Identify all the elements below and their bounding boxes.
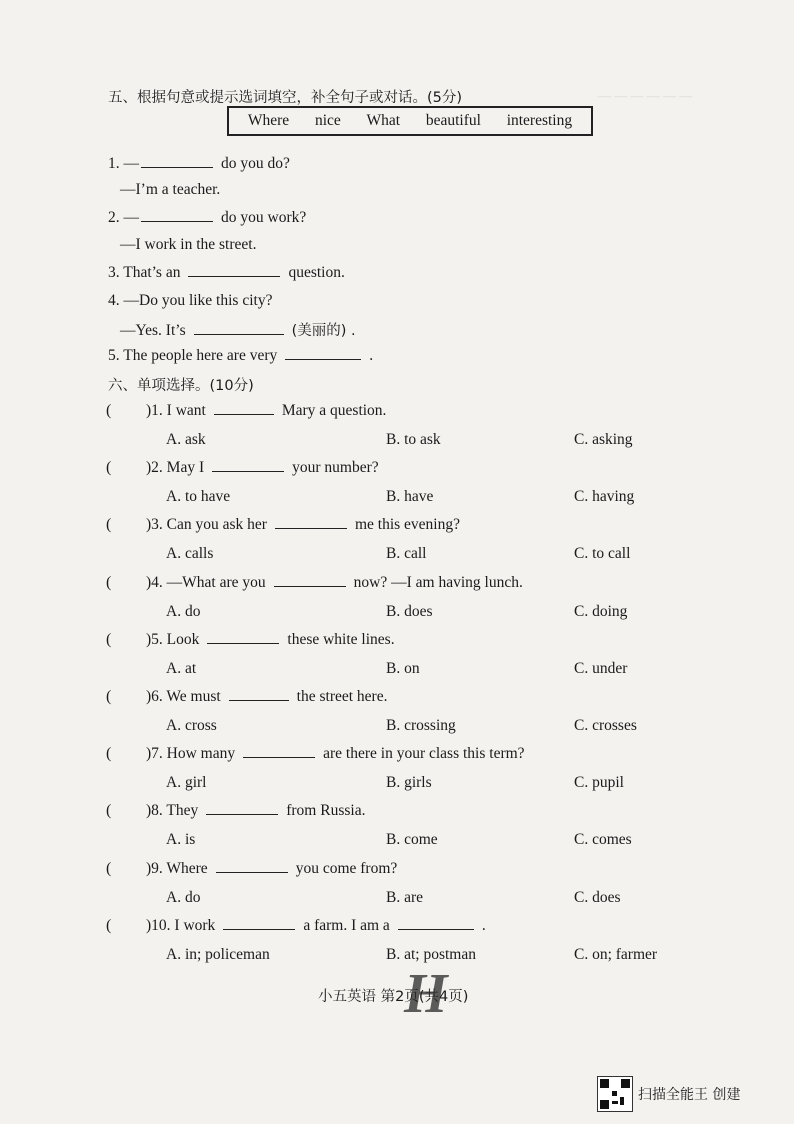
option-a[interactable]: A. is bbox=[166, 831, 196, 848]
answer-paren[interactable]: ( bbox=[106, 574, 112, 591]
s5-q1-prefix: 1. — bbox=[108, 155, 139, 172]
option-b[interactable]: B. are bbox=[386, 889, 424, 906]
answer-blank[interactable] bbox=[206, 813, 278, 815]
answer-blank[interactable] bbox=[212, 470, 284, 472]
option-a[interactable]: A. calls bbox=[166, 545, 214, 562]
option-a[interactable]: A. in; policeman bbox=[166, 946, 270, 963]
s5-q1-line bbox=[108, 155, 290, 173]
answer-paren[interactable]: ( bbox=[106, 516, 112, 533]
mc-question-text: now? —I am having lunch. bbox=[353, 574, 523, 591]
answer-blank[interactable] bbox=[188, 275, 280, 277]
mc-question-line bbox=[146, 574, 523, 592]
option-b[interactable]: B. have bbox=[386, 488, 434, 505]
s5-q1-answer: —I’m a teacher. bbox=[120, 181, 221, 198]
mc-question-line bbox=[146, 745, 525, 763]
s5-q2-line bbox=[108, 209, 306, 227]
mc-question-prefix: )1. I want bbox=[146, 402, 206, 419]
mc-question-text: you come from? bbox=[295, 860, 398, 877]
answer-blank[interactable] bbox=[229, 699, 289, 701]
s5-q3-prefix: 3. That’s an bbox=[108, 264, 181, 281]
mc-question-prefix: )3. Can you ask her bbox=[146, 516, 267, 533]
section6-title: 六、单项选择。(10分) bbox=[108, 378, 254, 394]
s5-q2-answer: —I work in the street. bbox=[120, 236, 257, 253]
mc-question-end: . bbox=[481, 917, 486, 934]
s5-q1-text: do you do? bbox=[221, 155, 290, 172]
s5-q3-line bbox=[108, 264, 345, 282]
mc-question-text: from Russia. bbox=[286, 802, 366, 819]
answer-paren[interactable]: ( bbox=[106, 745, 112, 762]
option-b[interactable]: B. to ask bbox=[386, 431, 441, 448]
option-b[interactable]: B. at; postman bbox=[386, 946, 476, 963]
s5-q4-answer-line bbox=[120, 319, 356, 340]
answer-blank[interactable] bbox=[141, 220, 213, 222]
answer-blank[interactable] bbox=[141, 166, 213, 168]
option-b[interactable]: B. on bbox=[386, 660, 420, 677]
option-c[interactable]: C. comes bbox=[574, 831, 632, 848]
answer-paren[interactable]: ( bbox=[106, 631, 112, 648]
bleed-through: — — — — — — bbox=[598, 88, 693, 103]
answer-paren[interactable]: ( bbox=[106, 917, 112, 934]
answer-blank[interactable] bbox=[223, 928, 295, 930]
answer-blank[interactable] bbox=[275, 527, 347, 529]
option-c[interactable]: C. having bbox=[574, 488, 635, 505]
word-bank-item: nice bbox=[314, 112, 341, 129]
s5-q4-question: 4. —Do you like this city? bbox=[108, 292, 273, 309]
s5-q2-prefix: 2. — bbox=[108, 209, 139, 226]
mc-question-prefix: )4. —What are you bbox=[146, 574, 266, 591]
answer-paren[interactable]: ( bbox=[106, 402, 112, 419]
mc-question-line bbox=[146, 688, 387, 706]
s5-q3-text: question. bbox=[288, 264, 345, 281]
s5-q4-hint: (美丽的) . bbox=[291, 323, 356, 339]
s5-q4-prefix: —Yes. It’s bbox=[120, 322, 186, 339]
answer-blank[interactable] bbox=[194, 333, 284, 335]
option-b[interactable]: B. come bbox=[386, 831, 438, 848]
option-a[interactable]: A. cross bbox=[166, 717, 217, 734]
mc-question-text: me this evening? bbox=[354, 516, 460, 533]
s5-q5-end: . bbox=[369, 347, 374, 364]
answer-blank[interactable] bbox=[398, 928, 474, 930]
answer-paren[interactable]: ( bbox=[106, 459, 112, 476]
answer-blank[interactable] bbox=[274, 585, 346, 587]
answer-paren[interactable]: ( bbox=[106, 802, 112, 819]
mc-question-text: Mary a question. bbox=[281, 402, 387, 419]
mc-question-prefix: )6. We must bbox=[146, 688, 221, 705]
mc-question-text: these white lines. bbox=[287, 631, 395, 648]
answer-blank[interactable] bbox=[207, 642, 279, 644]
mc-question-text: are there in your class this term? bbox=[323, 745, 525, 762]
mc-question-text: your number? bbox=[292, 459, 379, 476]
option-c[interactable]: C. to call bbox=[574, 545, 631, 562]
word-bank-box bbox=[227, 106, 593, 136]
option-a[interactable]: A. at bbox=[166, 660, 197, 677]
mc-question-text: a farm. I am a bbox=[303, 917, 390, 934]
option-a[interactable]: A. girl bbox=[166, 774, 207, 791]
word-bank-item: beautiful bbox=[425, 112, 481, 129]
scanner-watermark: 扫描全能王 创建 bbox=[638, 1087, 741, 1103]
answer-blank[interactable] bbox=[214, 413, 274, 415]
word-bank-item: interesting bbox=[506, 112, 573, 129]
mc-question-prefix: )10. I work bbox=[146, 917, 216, 934]
watermark-letter: H bbox=[404, 963, 448, 1025]
mc-question-prefix: )9. Where bbox=[146, 860, 208, 877]
option-b[interactable]: B. does bbox=[386, 603, 433, 620]
word-bank-item: Where bbox=[247, 112, 290, 129]
section5-title: 五、根据句意或提示选词填空，补全句子或对话。(5分) bbox=[108, 90, 463, 106]
s5-q5-prefix: 5. The people here are very bbox=[108, 347, 278, 364]
mc-question-line bbox=[146, 860, 397, 878]
mc-question-line bbox=[146, 631, 395, 649]
option-a[interactable]: A. ask bbox=[166, 431, 206, 448]
s5-q2-text: do you work? bbox=[221, 209, 307, 226]
option-c[interactable]: C. crosses bbox=[574, 717, 637, 734]
option-a[interactable]: A. do bbox=[166, 603, 201, 620]
mc-question-prefix: )8. They bbox=[146, 802, 199, 819]
option-c[interactable]: C. doing bbox=[574, 603, 628, 620]
answer-blank[interactable] bbox=[216, 871, 288, 873]
answer-blank[interactable] bbox=[243, 756, 315, 758]
mc-question-prefix: )5. Look bbox=[146, 631, 200, 648]
answer-blank[interactable] bbox=[285, 358, 361, 360]
option-c[interactable]: C. asking bbox=[574, 431, 633, 448]
s5-q5-line bbox=[108, 347, 373, 365]
answer-paren[interactable]: ( bbox=[106, 860, 112, 877]
mc-question-line bbox=[146, 402, 386, 420]
qr-code-icon bbox=[597, 1076, 633, 1112]
mc-question-prefix: )7. How many bbox=[146, 745, 236, 762]
option-c[interactable]: C. does bbox=[574, 889, 621, 906]
option-a[interactable]: A. do bbox=[166, 889, 201, 906]
mc-question-prefix: )2. May I bbox=[146, 459, 205, 476]
option-c[interactable]: C. pupil bbox=[574, 774, 624, 791]
option-b[interactable]: B. girls bbox=[386, 774, 432, 791]
answer-paren[interactable]: ( bbox=[106, 688, 112, 705]
mc-question-line bbox=[146, 802, 365, 820]
mc-question-line bbox=[146, 459, 379, 477]
option-b[interactable]: B. crossing bbox=[386, 717, 456, 734]
option-b[interactable]: B. call bbox=[386, 545, 427, 562]
mc-question-line bbox=[146, 917, 486, 935]
mc-question-text: the street here. bbox=[296, 688, 388, 705]
option-a[interactable]: A. to have bbox=[166, 488, 231, 505]
mc-question-line bbox=[146, 516, 460, 534]
option-c[interactable]: C. under bbox=[574, 660, 628, 677]
page-footer: 小五英语 第2页(共4页) bbox=[318, 989, 469, 1005]
word-bank-item: What bbox=[366, 112, 401, 129]
option-c[interactable]: C. on; farmer bbox=[574, 946, 658, 963]
